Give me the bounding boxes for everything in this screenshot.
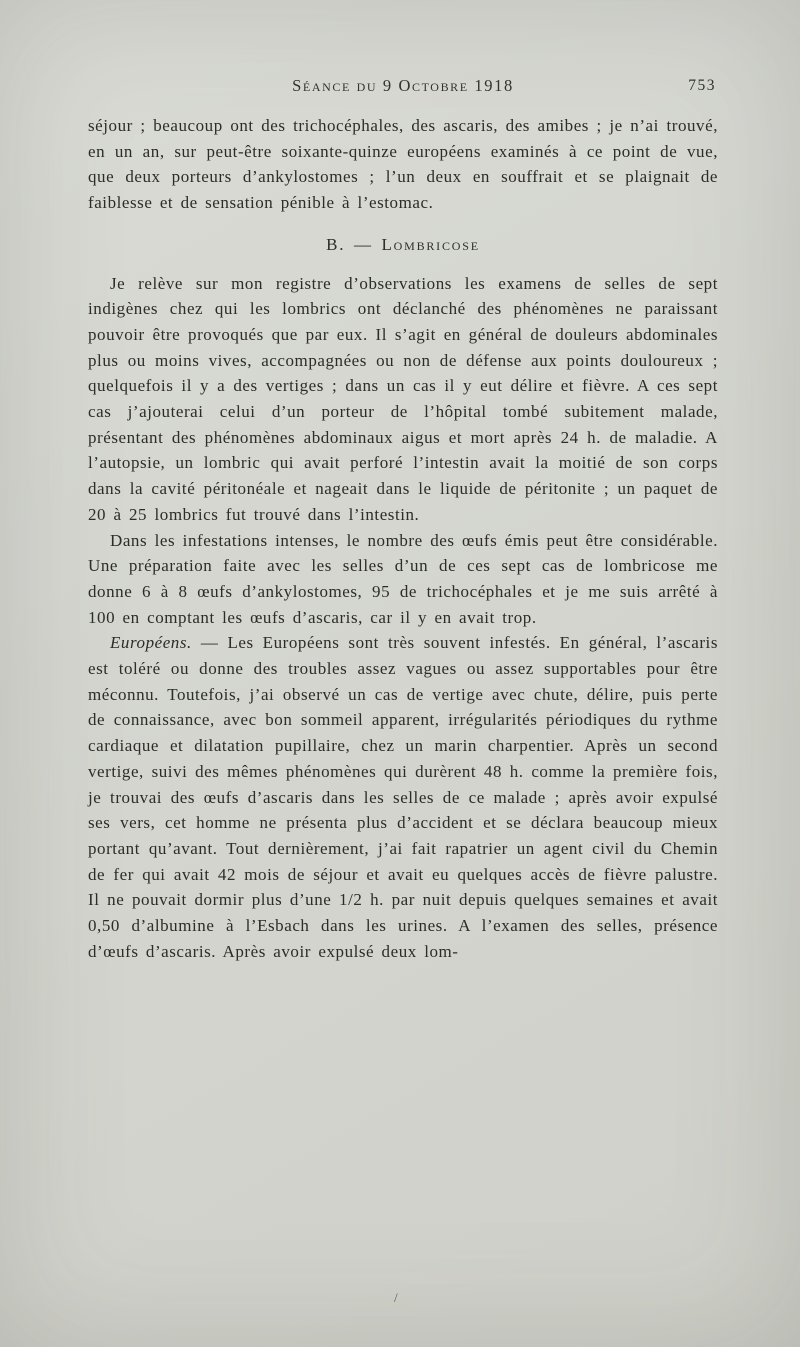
page-body xyxy=(88,113,718,965)
paragraph-europeens xyxy=(88,630,718,964)
header-title: Séance du 9 Octobre 1918 xyxy=(292,76,514,95)
page-number: 753 xyxy=(688,77,716,94)
page-header xyxy=(88,76,718,100)
paragraph-europeens-lead: Européens. xyxy=(110,633,192,653)
paragraph-infestations: Dans les infestations intenses, le nombre des œufs émis peut être considérable. Une préparation faite avec les selles d’un de ces sept cas de lombricose me donne 6 à 8 œufs d’ankylostomes, 95 de trichocéphales et je me suis arrêté à 100 en comptant les œufs d’ascaris, car il y en avait trop. xyxy=(88,530,718,627)
paragraph-sejour: séjour ; beaucoup ont des trichocéphales, des ascaris, des amibes ; je n’ai trouvé, en un an, sur peut-être soixante-quinze européens examinés à ce point de vue, que deux porteurs d’ankylostomes ; l’un deux en souffrait et se plaignait de faiblesse et de sensation pénible à l’estomac. xyxy=(88,116,718,213)
paragraph-europeens-text: — Les Européens sont très souvent infestés. En général, l’ascaris est toléré ou donne des troubles assez vagues ou assez supportables pour être méconnu. Toutefois, j’ai observé un cas de vertige avec chute, délire, puis perte de connaissance, avec bon sommeil apparent, irrégularités périodiques du rythme cardiaque et dilatation pupillaire, chez un marin charpentier. Après un second vertige, suivi des mêmes phénomènes qui durèrent 48 h. comme la première fois, je trouvai des œufs d’ascaris dans les selles de ce malade ; après avoir expulsé ses vers, cet homme ne présenta plus d’accident et se déclara beaucoup mieux portant qu’avant. Tout dernièrement, j’ai fait rapatrier un agent civil du Chemin de fer qui avait 42 mois de séjour et avait eu quelques accès de fièvre palustre. Il ne pouvait dormir plus d’une 1/2 h. par nuit depuis quelques semaines et avait 0,50 d’albumine à l’Esbach dans les urines. A l’examen des selles, présence d’œufs d’ascaris. Après avoir expulsé deux lom- xyxy=(88,633,718,961)
paragraph-registre: Je relève sur mon registre d’observations les examens de selles de sept indigènes chez qui les lombrics ont déclanché des phénomènes ne paraissant pouvoir être provoqués que par eux. Il s’agit en général de douleurs abdominales plus ou moins vives, accompagnées ou non de défense aux points douloureux ; quelquefois il y a des vertiges ; dans un cas il y eut délire et fièvre. A ces sept cas j’ajouterai celui d’un porteur de l’hôpital tombé subitement malade, présentant des phénomènes abdominaux aigus et mort après 24 h. de maladie. A l’autopsie, un lombric qui avait perforé l’intestin avait la moitié de son corps dans la cavité péritonéale et nageait dans le liquide de péritonite ; un paquet de 20 à 25 lombrics fut trouvé dans l’intestin. xyxy=(88,273,718,524)
scan-artifact-mark: / xyxy=(394,1290,398,1305)
section-heading-lombricose: B. — Lombricose xyxy=(326,234,480,254)
